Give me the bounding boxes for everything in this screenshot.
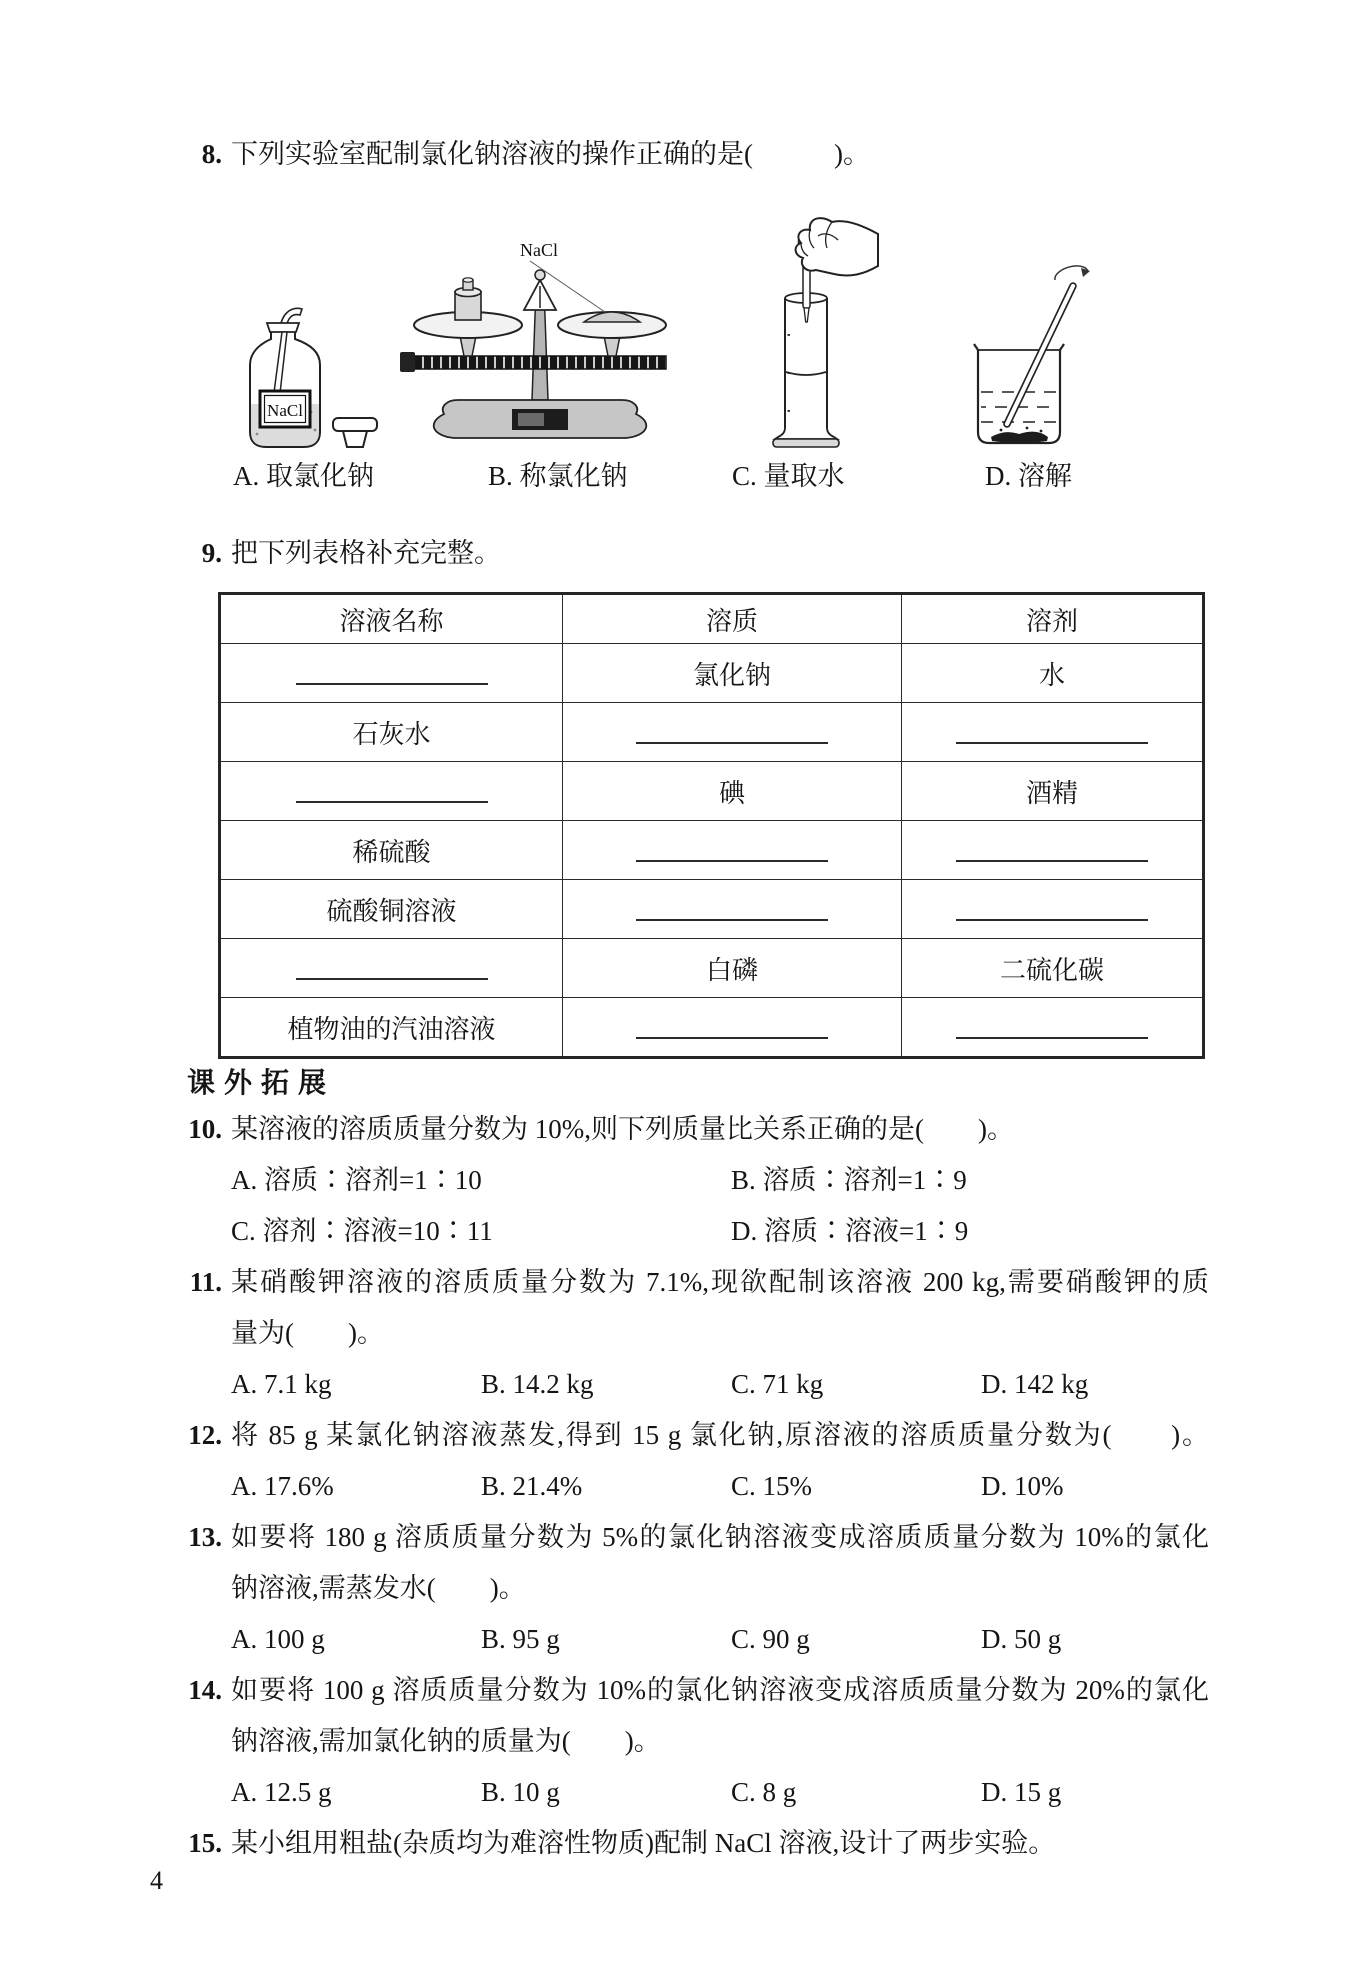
question-15-stem: 某小组用粗盐(杂质均为难溶性物质)配制 NaCl 溶液,设计了两步实验。 xyxy=(231,1828,1056,1858)
stopper-icon xyxy=(333,418,377,431)
table-cell xyxy=(902,703,1204,762)
blank-line xyxy=(956,915,1148,921)
table-cell xyxy=(902,821,1204,880)
question-10-option-a: A. 溶质∶溶剂=1∶10 xyxy=(231,1165,482,1195)
page-number: 4 xyxy=(150,1866,163,1895)
question-13-option-d: D. 50 g xyxy=(981,1624,1062,1654)
question-8-number: 8. xyxy=(201,139,222,169)
question-13-stem-line2: 钠溶液,需蒸发水( )。 xyxy=(231,1573,526,1603)
question-14-option-d: D. 15 g xyxy=(981,1777,1062,1807)
question-12-number: 12. xyxy=(188,1420,222,1450)
blank-line xyxy=(636,1033,828,1039)
question-15-number: 15. xyxy=(188,1828,222,1858)
figure-label-d: D. 溶解 xyxy=(985,461,1072,491)
graduated-cylinder-icon xyxy=(768,182,880,454)
question-10-option-c: C. 溶剂∶溶液=10∶11 xyxy=(231,1216,493,1246)
question-13-option-b: B. 95 g xyxy=(481,1624,560,1654)
question-12-option-b: B. 21.4% xyxy=(481,1471,583,1501)
table-cell xyxy=(563,703,902,762)
question-14-option-c: C. 8 g xyxy=(731,1777,797,1807)
undissolved-solid xyxy=(991,432,1048,443)
question-11-option-b: B. 14.2 kg xyxy=(481,1369,594,1399)
table-row xyxy=(220,762,1204,821)
table-cell: 碘 xyxy=(563,762,902,821)
blank-line xyxy=(636,738,828,744)
figure-label-a: A. 取氯化钠 xyxy=(233,461,374,491)
reagent-bottle-icon xyxy=(245,306,379,450)
table-cell xyxy=(563,821,902,880)
table-cell xyxy=(220,762,563,821)
question-10-option-b: B. 溶质∶溶剂=1∶9 xyxy=(731,1165,967,1195)
blank-line xyxy=(956,1033,1148,1039)
figure-weigh-nacl xyxy=(400,228,680,463)
table-cell xyxy=(563,998,902,1058)
header-solvent: 溶剂 xyxy=(902,594,1204,644)
blank-line xyxy=(296,974,488,980)
table-cell: 稀硫酸 xyxy=(220,821,563,880)
question-14-number: 14. xyxy=(188,1675,222,1705)
blank-line xyxy=(956,856,1148,862)
header-solution-name: 溶液名称 xyxy=(220,594,563,644)
balance-icon xyxy=(400,228,680,458)
table-cell xyxy=(902,880,1204,939)
figure-label-b: B. 称氯化钠 xyxy=(488,461,628,491)
question-14-option-b: B. 10 g xyxy=(481,1777,560,1807)
bottle-lip xyxy=(267,323,299,332)
table-header-row xyxy=(220,594,1204,644)
question-10-number: 10. xyxy=(188,1114,222,1144)
beaker-icon xyxy=(955,240,1105,455)
table-row xyxy=(220,703,1204,762)
question-11-option-c: C. 71 kg xyxy=(731,1369,824,1399)
cylinder-base xyxy=(773,439,839,447)
question-11-option-d: D. 142 kg xyxy=(981,1369,1089,1399)
question-12-option-c: C. 15% xyxy=(731,1471,812,1501)
header-solute: 溶质 xyxy=(563,594,902,644)
table-row xyxy=(220,821,1204,880)
question-9-number: 9. xyxy=(201,538,222,568)
solution-table xyxy=(218,592,1205,1059)
question-10-option-d: D. 溶质∶溶液=1∶9 xyxy=(731,1216,969,1246)
figure-take-nacl xyxy=(245,306,379,455)
blank-line xyxy=(296,679,488,685)
question-13-stem-line1: 如要将 180 g 溶质质量分数为 5%的氯化钠溶液变成溶质质量分数为 10%的氯化 xyxy=(231,1522,1209,1552)
blank-line xyxy=(636,915,828,921)
question-9-stem: 把下列表格补充完整。 xyxy=(231,538,501,568)
bottle-label-text: NaCl xyxy=(267,401,303,420)
table-cell: 氯化钠 xyxy=(563,644,902,703)
table-cell: 石灰水 xyxy=(220,703,563,762)
balance-nacl-label: NaCl xyxy=(520,240,558,260)
table-row xyxy=(220,998,1204,1058)
table-cell xyxy=(220,939,563,998)
question-14-stem-line2: 钠溶液,需加氯化钠的质量为( )。 xyxy=(231,1726,661,1756)
adjustment-knob xyxy=(400,352,415,372)
blank-line xyxy=(296,797,488,803)
table-cell xyxy=(220,644,563,703)
figure-measure-water xyxy=(768,182,880,459)
table-cell: 二硫化碳 xyxy=(902,939,1204,998)
question-11-option-a: A. 7.1 kg xyxy=(231,1369,332,1399)
question-12-option-a: A. 17.6% xyxy=(231,1471,334,1501)
table-cell xyxy=(563,880,902,939)
figure-label-c: C. 量取水 xyxy=(732,461,845,491)
figure-dissolve xyxy=(955,240,1105,460)
balance-beam xyxy=(414,356,666,369)
table-cell: 白磷 xyxy=(563,939,902,998)
table-cell: 硫酸铜溶液 xyxy=(220,880,563,939)
question-12-stem: 将 85 g 某氯化钠溶液蒸发,得到 15 g 氯化钠,原溶液的溶质质量分数为( )。 xyxy=(231,1420,1209,1450)
question-11-number: 11. xyxy=(189,1267,222,1297)
question-11-stem-line2: 量为( )。 xyxy=(231,1318,384,1348)
section-header: 课外拓展 xyxy=(187,1067,336,1098)
question-14-option-a: A. 12.5 g xyxy=(231,1777,332,1807)
question-13-number: 13. xyxy=(188,1522,222,1552)
question-8-stem: 下列实验室配制氯化钠溶液的操作正确的是( )。 xyxy=(231,139,870,169)
table-row xyxy=(220,880,1204,939)
question-14-stem-line1: 如要将 100 g 溶质质量分数为 10%的氯化钠溶液变成溶质质量分数为 20%的氯化 xyxy=(231,1675,1209,1705)
table-cell: 植物油的汽油溶液 xyxy=(220,998,563,1058)
question-13-option-a: A. 100 g xyxy=(231,1624,325,1654)
table-cell: 酒精 xyxy=(902,762,1204,821)
blank-line xyxy=(956,738,1148,744)
question-10-stem: 某溶液的溶质质量分数为 10%,则下列质量比关系正确的是( )。 xyxy=(231,1114,1014,1144)
table-cell: 水 xyxy=(902,644,1204,703)
table-row xyxy=(220,939,1204,998)
question-11-stem-line1: 某硝酸钾溶液的溶质质量分数为 7.1%,现欲配制该溶液 200 kg,需要硝酸钾的质 xyxy=(231,1267,1209,1297)
table-cell xyxy=(902,998,1204,1058)
table-row xyxy=(220,644,1204,703)
hand-icon xyxy=(796,218,878,275)
question-13-option-c: C. 90 g xyxy=(731,1624,810,1654)
blank-line xyxy=(636,856,828,862)
question-12-option-d: D. 10% xyxy=(981,1471,1064,1501)
